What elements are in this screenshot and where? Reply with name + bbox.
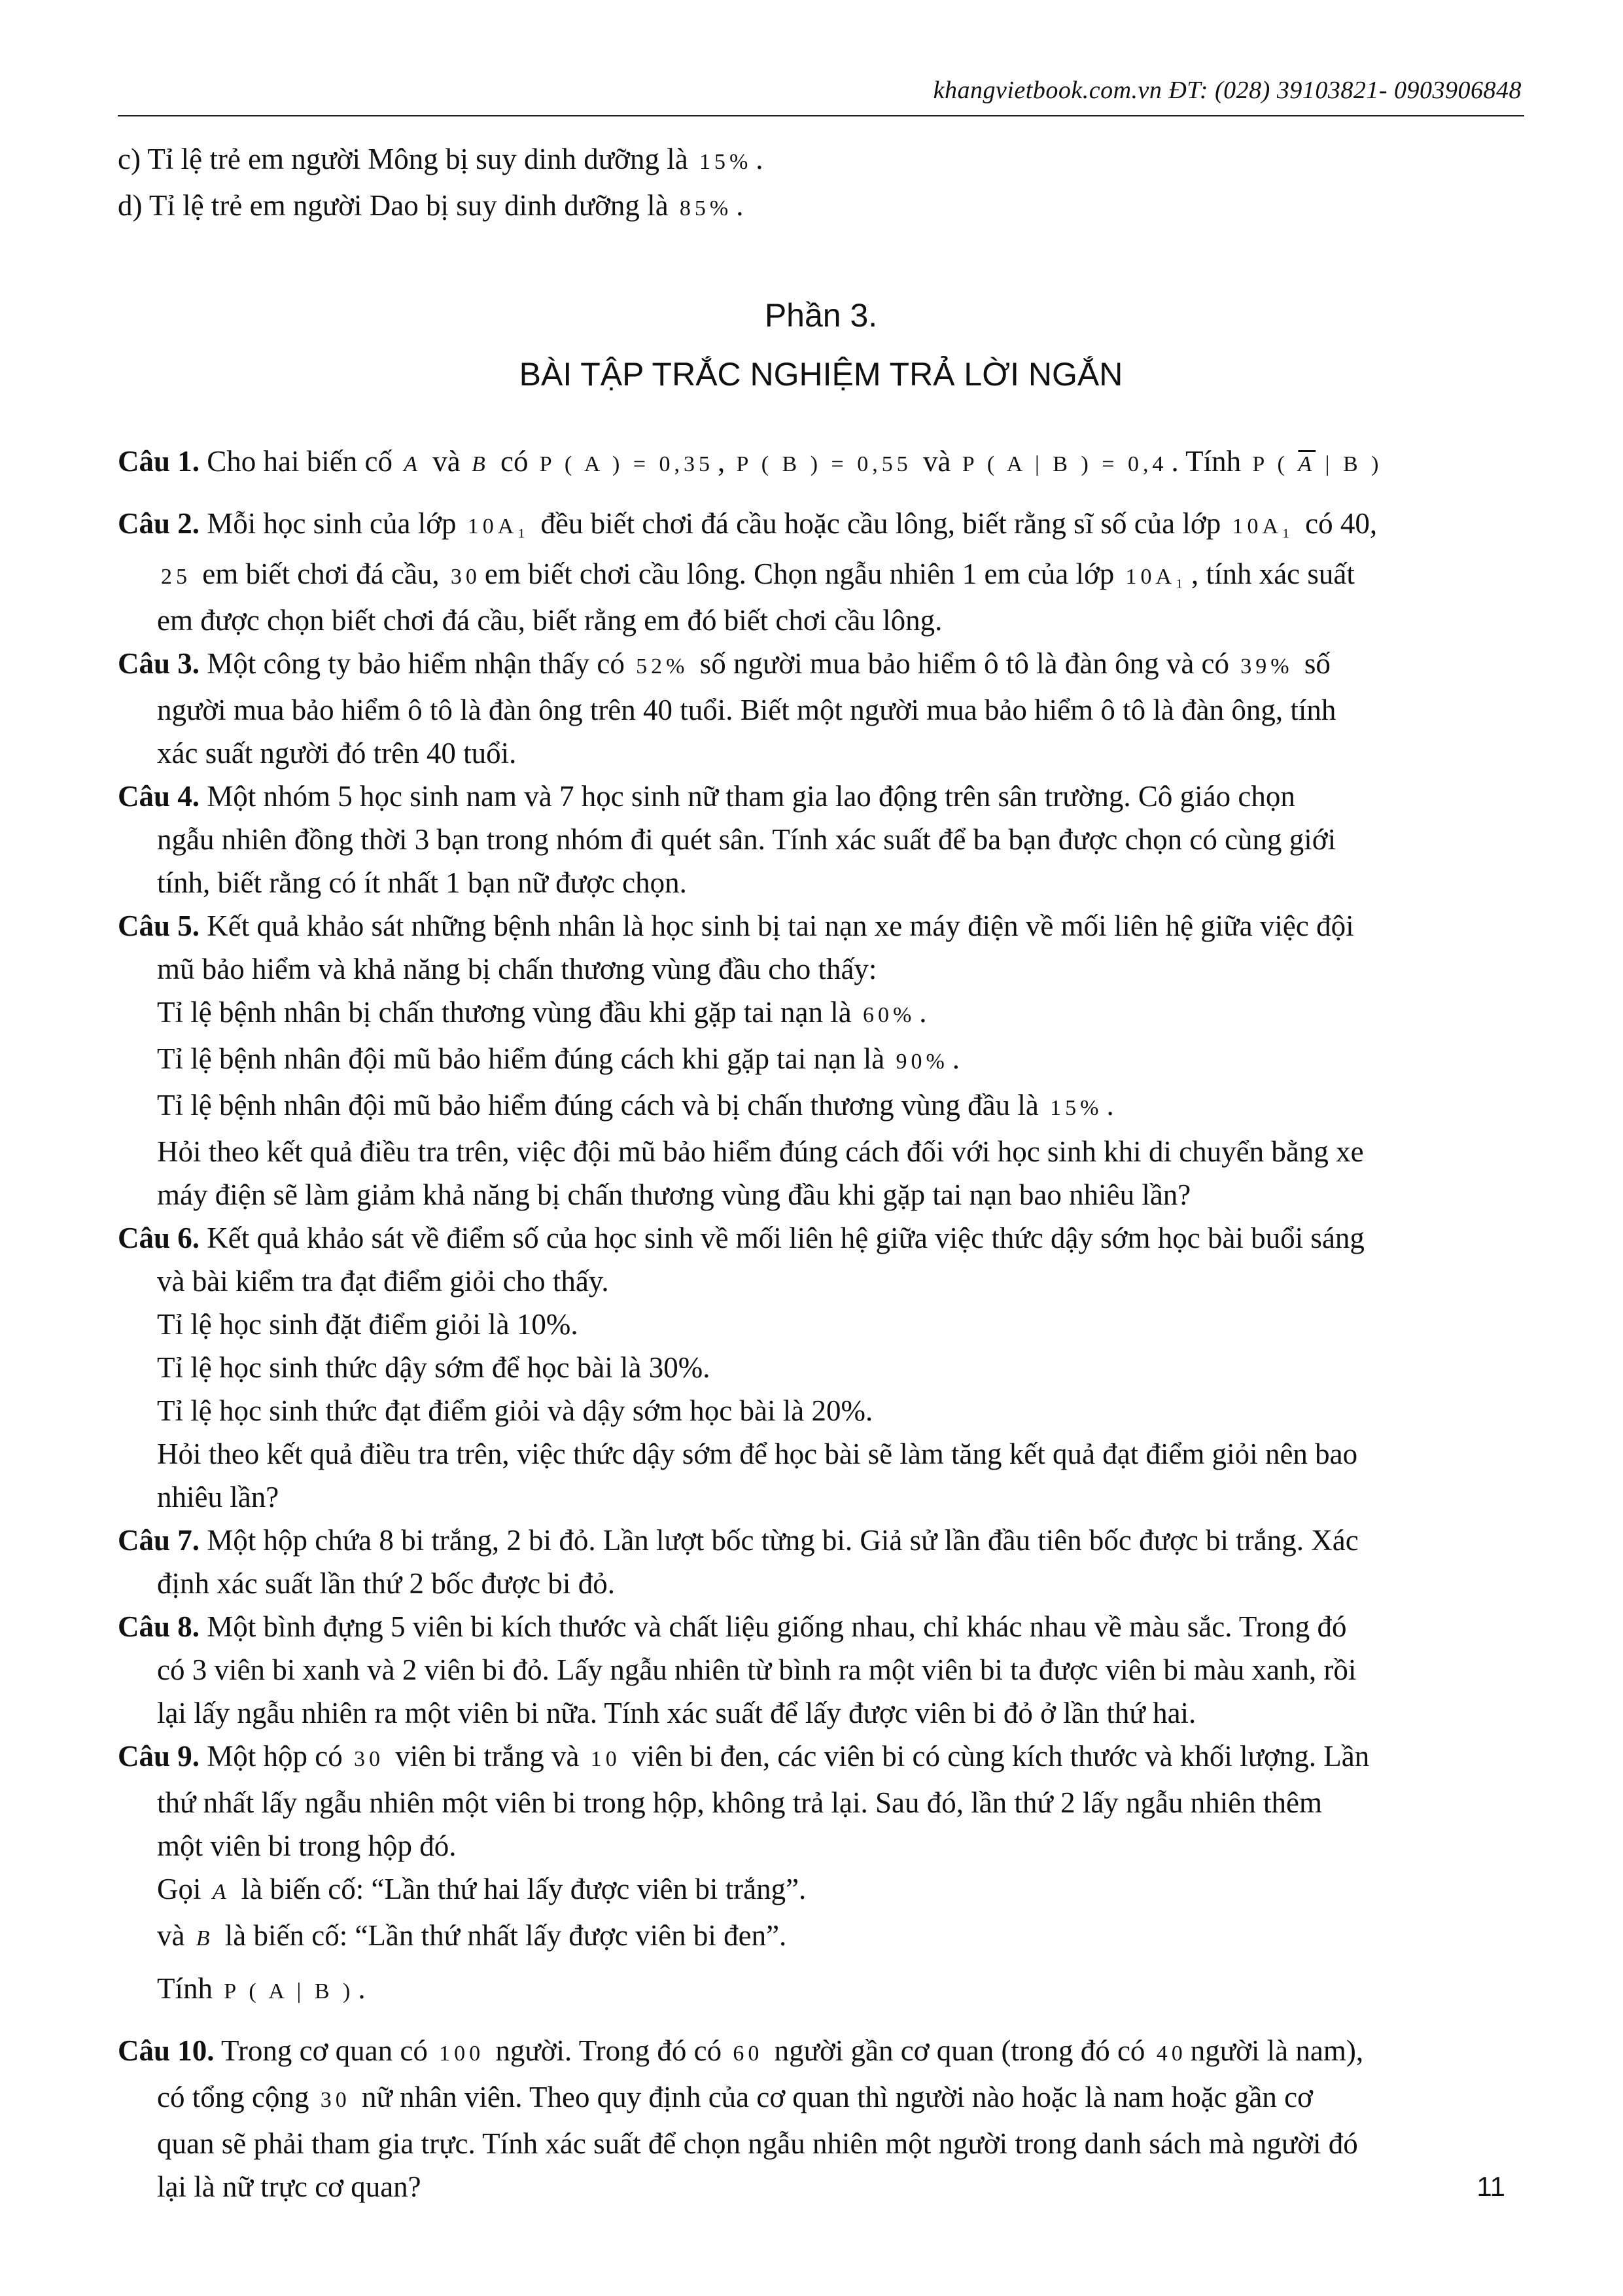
question-label: Câu 7. [118,1524,200,1557]
page-content [118,137,1524,2208]
question-9: Câu 9. Một hộp có 30 viên bi trắng và 10 viên bi đen, các viên bi có cùng kích thước và khối lượng. Lần thứ nhất lấy ngẫu nhiên một viên bi trong hộp, không trả lại. Sau đó, lần thứ 2 lấy ngẫu nhiên thêm một viên bi trong hộp đó. Gọi A là biến cố: “Lần thứ hai lấy được viên bi trắng”. và B là biến cố: “Lần thứ nhất lấy được viên bi đen”. Tính P ( A | B ) . [118,1740,1370,2005]
question-label: Câu 8. [118,1610,200,1643]
section-subtitle: BÀI TẬP TRẮC NGHIỆM TRẢ LỜI NGẮN [519,356,1123,393]
page-header: khangvietbook.com.vn ĐT: (028) 39103821- 0903906848 [933,77,1522,104]
question-label: Câu 1. [118,445,200,478]
section-heading [118,291,1524,399]
question-3: Câu 3. Một công ty bảo hiểm nhận thấy có 52% số người mua bảo hiểm ô tô là đàn ông và có 39% số người mua bảo hiểm ô tô là đàn ông trên 40 tuổi. Biết một người mua bảo hiểm ô tô là đàn ông, tính xác suất người đó trên 40 tuổi. [118,647,1336,769]
question-5: Câu 5. Kết quả khảo sát những bệnh nhân là học sinh bị tai nạn xe máy điện về mối liên hệ giữa việc đội mũ bảo hiểm và khả năng bị chấn thương vùng đầu cho thấy: Tỉ lệ bệnh nhân bị chấn thương vùng đầu khi gặp tai nạn là 60% . Tỉ lệ bệnh nhân đội mũ bảo hiểm đúng cách khi gặp tai nạn là 90% . Tỉ lệ bệnh nhân đội mũ bảo hiểm đúng cách và bị chấn thương vùng đầu là 15% . Hỏi theo kết quả điều tra trên, việc đội mũ bảo hiểm đúng cách đối với học sinh khi di chuyển bằng xe máy điện sẽ làm giảm khả năng bị chấn thương vùng đầu khi gặp tai nạn bao nhiêu lần? [118,910,1364,1211]
question-4: Câu 4. Một nhóm 5 học sinh nam và 7 học sinh nữ tham gia lao động trên sân trường. Cô giáo chọn ngẫu nhiên đồng thời 3 bạn trong nhóm đi quét sân. Tính xác suất để ba bạn được chọn có cùng giới tính, biết rằng có ít nhất 1 bạn nữ được chọn. [118,780,1336,899]
question-label: Câu 3. [118,647,200,680]
page-number: 11 [1476,2171,1505,2202]
question-label: Câu 10. [118,2034,215,2067]
option-c: c) Tỉ lệ trẻ em người Mông bị suy dinh dưỡng là 15% . [118,143,763,175]
header-rule [118,115,1524,116]
formula-pab: P ( A | B ) = 0,4 [962,452,1168,476]
formula-pa: P ( A ) = 0,35 [539,452,714,476]
question-label: Câu 2. [118,507,200,540]
question-label: Câu 9. [118,1740,200,1773]
question-2: Câu 2. Mỗi học sinh của lớp 10A₁ đều biết chơi đá cầu hoặc cầu lông, biết rằng sĩ số của lớp 10A₁ có 40, 25 em biết chơi đá cầu, 30 em biết chơi cầu lông. Chọn ngẫu nhiên 1 em của lớp 10A₁ , tính xác suất em được chọn biết chơi đá cầu, biết rằng em đó biết chơi cầu lông. [118,507,1378,637]
formula-pb: P ( B ) = 0,55 [736,452,912,476]
question-6: Câu 6. Kết quả khảo sát về điểm số của học sinh về mối liên hệ giữa việc thức dậy sớm học bài buổi sáng và bài kiểm tra đạt điểm giỏi cho thấy. Tỉ lệ học sinh đặt điểm giỏi là 10%. Tỉ lệ học sinh thức dậy sớm để học bài là 30%. Tỉ lệ học sinh thức đạt điểm giỏi và dậy sớm học bài là 20%. Hỏi theo kết quả điều tra trên, việc thức dậy sớm để học bài sẽ làm tăng kết quả đạt điểm giỏi nên bao nhiêu lần? [118,1222,1365,1513]
question-label: Câu 6. [118,1222,200,1254]
section-title: Phần 3. [764,297,878,334]
question-label: Câu 5. [118,910,200,942]
question-label: Câu 4. [118,780,200,813]
question-8: Câu 8. Một bình đựng 5 viên bi kích thước và chất liệu giống nhau, chỉ khác nhau về màu sắc. Trong đó có 3 viên bi xanh và 2 viên bi đỏ. Lấy ngẫu nhiên từ bình ra một viên bi ta được viên bi màu xanh, rồi lại lấy ngẫu nhiên ra một viên bi nữa. Tính xác suất để lấy được viên bi đỏ ở lần thứ hai. [118,1610,1357,1729]
question-7: Câu 7. Một hộp chứa 8 bi trắng, 2 bi đỏ. Lần lượt bốc từng bi. Giả sử lần đầu tiên bốc được bi trắng. Xác định xác suất lần thứ 2 bốc được bi đỏ. [118,1524,1359,1600]
formula-ask: P ( $\overline{A}$ | B ) [1252,452,1383,476]
question-10: Câu 10. Trong cơ quan có 100 người. Trong đó có 60 người gần cơ quan (trong đó có 40 người là nam), có tổng cộng 30 nữ nhân viên. Theo quy định của cơ quan thì người nào hoặc là nam hoặc gần cơ quan sẽ phải tham gia trực. Tính xác suất để chọn ngẫu nhiên một người trong danh sách mà người đó lại là nữ trực cơ quan? [118,2034,1364,2203]
option-d: d) Tỉ lệ trẻ em người Dao bị suy dinh dưỡng là 85% . [118,189,744,222]
question-1: Câu 1. Cho hai biến cố A và B có P ( A ) = 0,35 , P ( B ) = 0,55 và P ( A | B ) = 0,4 . Tính P ( $\overline{A}$ | B ) [118,445,1383,478]
question-list [118,440,1524,2208]
